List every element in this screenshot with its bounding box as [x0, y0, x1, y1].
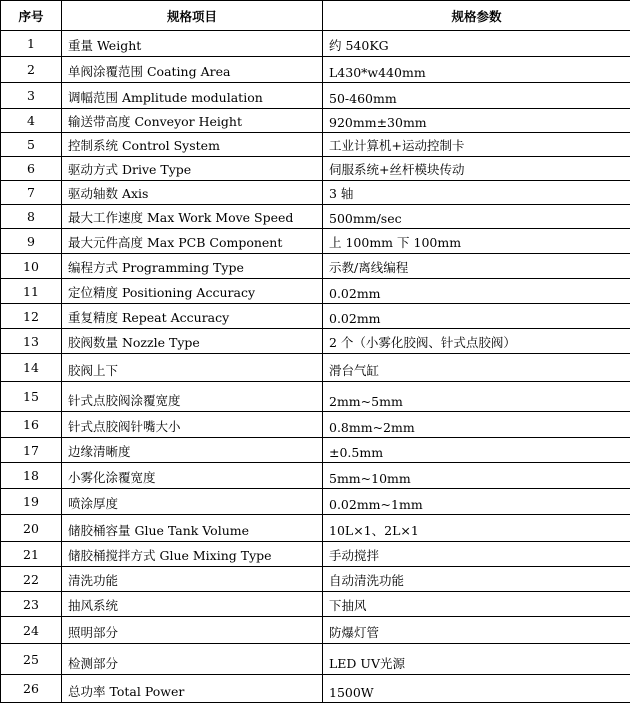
row-param: 下抽风 — [323, 592, 630, 617]
row-item: 驱动轴数 Axis — [62, 181, 323, 205]
row-param: 3 轴 — [323, 181, 630, 205]
row-no: 3 — [1, 83, 62, 109]
table-row — [1, 567, 630, 592]
row-item: 控制系统 Control System — [62, 133, 323, 157]
row-no: 10 — [1, 254, 62, 279]
row-item: 重复精度 Repeat Accuracy — [62, 304, 323, 329]
row-param: 示教/离线编程 — [323, 254, 630, 279]
row-item: 针式点胶阀涂覆宽度 — [62, 382, 323, 412]
table-row — [1, 489, 630, 515]
row-no: 16 — [1, 412, 62, 438]
row-no: 20 — [1, 515, 62, 542]
table-row — [1, 254, 630, 279]
row-no: 18 — [1, 463, 62, 489]
table-row — [1, 83, 630, 109]
row-item: 针式点胶阀针嘴大小 — [62, 412, 323, 438]
table-row — [1, 617, 630, 644]
table-row — [1, 382, 630, 412]
row-no: 11 — [1, 279, 62, 304]
row-no: 13 — [1, 329, 62, 354]
table-row — [1, 304, 630, 329]
row-param: 工业计算机+运动控制卡 — [323, 133, 630, 157]
row-param: 约 540KG — [323, 31, 630, 57]
row-item: 检测部分 — [62, 644, 323, 675]
row-item: 驱动方式 Drive Type — [62, 157, 323, 181]
header-no: 序号 — [1, 1, 62, 31]
row-param: LED UV光源 — [323, 644, 630, 675]
table-row — [1, 205, 630, 229]
row-no: 25 — [1, 644, 62, 675]
row-no: 21 — [1, 542, 62, 567]
row-no: 24 — [1, 617, 62, 644]
row-param: 上 100mm 下 100mm — [323, 229, 630, 254]
table-row — [1, 354, 630, 382]
row-no: 1 — [1, 31, 62, 57]
row-param: 2 个（小雾化胶阀、针式点胶阀） — [323, 329, 630, 354]
row-item: 最大工作速度 Max Work Move Speed — [62, 205, 323, 229]
row-no: 8 — [1, 205, 62, 229]
row-param: L430*w440mm — [323, 57, 630, 83]
header-row — [1, 1, 630, 31]
table-row — [1, 542, 630, 567]
row-param: 手动搅拌 — [323, 542, 630, 567]
row-item: 抽风系统 — [62, 592, 323, 617]
row-param: 伺服系统+丝杆模块传动 — [323, 157, 630, 181]
table-row — [1, 57, 630, 83]
row-param: 920mm±30mm — [323, 109, 630, 133]
row-no: 17 — [1, 438, 62, 463]
row-no: 7 — [1, 181, 62, 205]
table-row — [1, 133, 630, 157]
row-no: 22 — [1, 567, 62, 592]
header-param: 规格参数 — [323, 1, 630, 31]
table-row — [1, 31, 630, 57]
row-no: 19 — [1, 489, 62, 515]
table-row — [1, 438, 630, 463]
table-row — [1, 592, 630, 617]
spec-table-body — [1, 31, 630, 703]
row-item: 照明部分 — [62, 617, 323, 644]
row-param: 50-460mm — [323, 83, 630, 109]
row-no: 26 — [1, 675, 62, 703]
row-item: 清洗功能 — [62, 567, 323, 592]
row-param: 2mm~5mm — [323, 382, 630, 412]
row-item: 最大元件高度 Max PCB Component — [62, 229, 323, 254]
row-param: 0.8mm~2mm — [323, 412, 630, 438]
row-param: ±0.5mm — [323, 438, 630, 463]
row-no: 4 — [1, 109, 62, 133]
row-item: 储胶桶容量 Glue Tank Volume — [62, 515, 323, 542]
row-item: 储胶桶搅拌方式 Glue Mixing Type — [62, 542, 323, 567]
row-item: 重量 Weight — [62, 31, 323, 57]
row-param: 10L×1、2L×1 — [323, 515, 630, 542]
row-param: 0.02mm — [323, 279, 630, 304]
table-row — [1, 181, 630, 205]
table-row — [1, 515, 630, 542]
row-no: 5 — [1, 133, 62, 157]
row-param: 1500W — [323, 675, 630, 703]
table-row — [1, 329, 630, 354]
row-param: 0.02mm~1mm — [323, 489, 630, 515]
row-no: 9 — [1, 229, 62, 254]
table-row — [1, 109, 630, 133]
table-row — [1, 157, 630, 181]
row-item: 喷涂厚度 — [62, 489, 323, 515]
row-param: 5mm~10mm — [323, 463, 630, 489]
table-row — [1, 229, 630, 254]
row-item: 胶阀上下 — [62, 354, 323, 382]
row-param: 滑台气缸 — [323, 354, 630, 382]
row-no: 23 — [1, 592, 62, 617]
row-item: 胶阀数量 Nozzle Type — [62, 329, 323, 354]
row-item: 输送带高度 Conveyor Height — [62, 109, 323, 133]
row-item: 总功率 Total Power — [62, 675, 323, 703]
row-item: 调幅范围 Amplitude modulation — [62, 83, 323, 109]
row-param: 防爆灯管 — [323, 617, 630, 644]
table-row — [1, 463, 630, 489]
row-param: 自动清洗功能 — [323, 567, 630, 592]
row-no: 12 — [1, 304, 62, 329]
row-item: 边缘清晰度 — [62, 438, 323, 463]
row-no: 14 — [1, 354, 62, 382]
row-param: 0.02mm — [323, 304, 630, 329]
table-row — [1, 644, 630, 675]
table-row — [1, 675, 630, 703]
row-param: 500mm/sec — [323, 205, 630, 229]
table-row — [1, 279, 630, 304]
row-item: 单阀涂覆范围 Coating Area — [62, 57, 323, 83]
table-row — [1, 412, 630, 438]
row-no: 15 — [1, 382, 62, 412]
row-no: 6 — [1, 157, 62, 181]
row-item: 小雾化涂覆宽度 — [62, 463, 323, 489]
row-no: 2 — [1, 57, 62, 83]
row-item: 定位精度 Positioning Accuracy — [62, 279, 323, 304]
header-item: 规格项目 — [62, 1, 323, 31]
row-item: 编程方式 Programming Type — [62, 254, 323, 279]
